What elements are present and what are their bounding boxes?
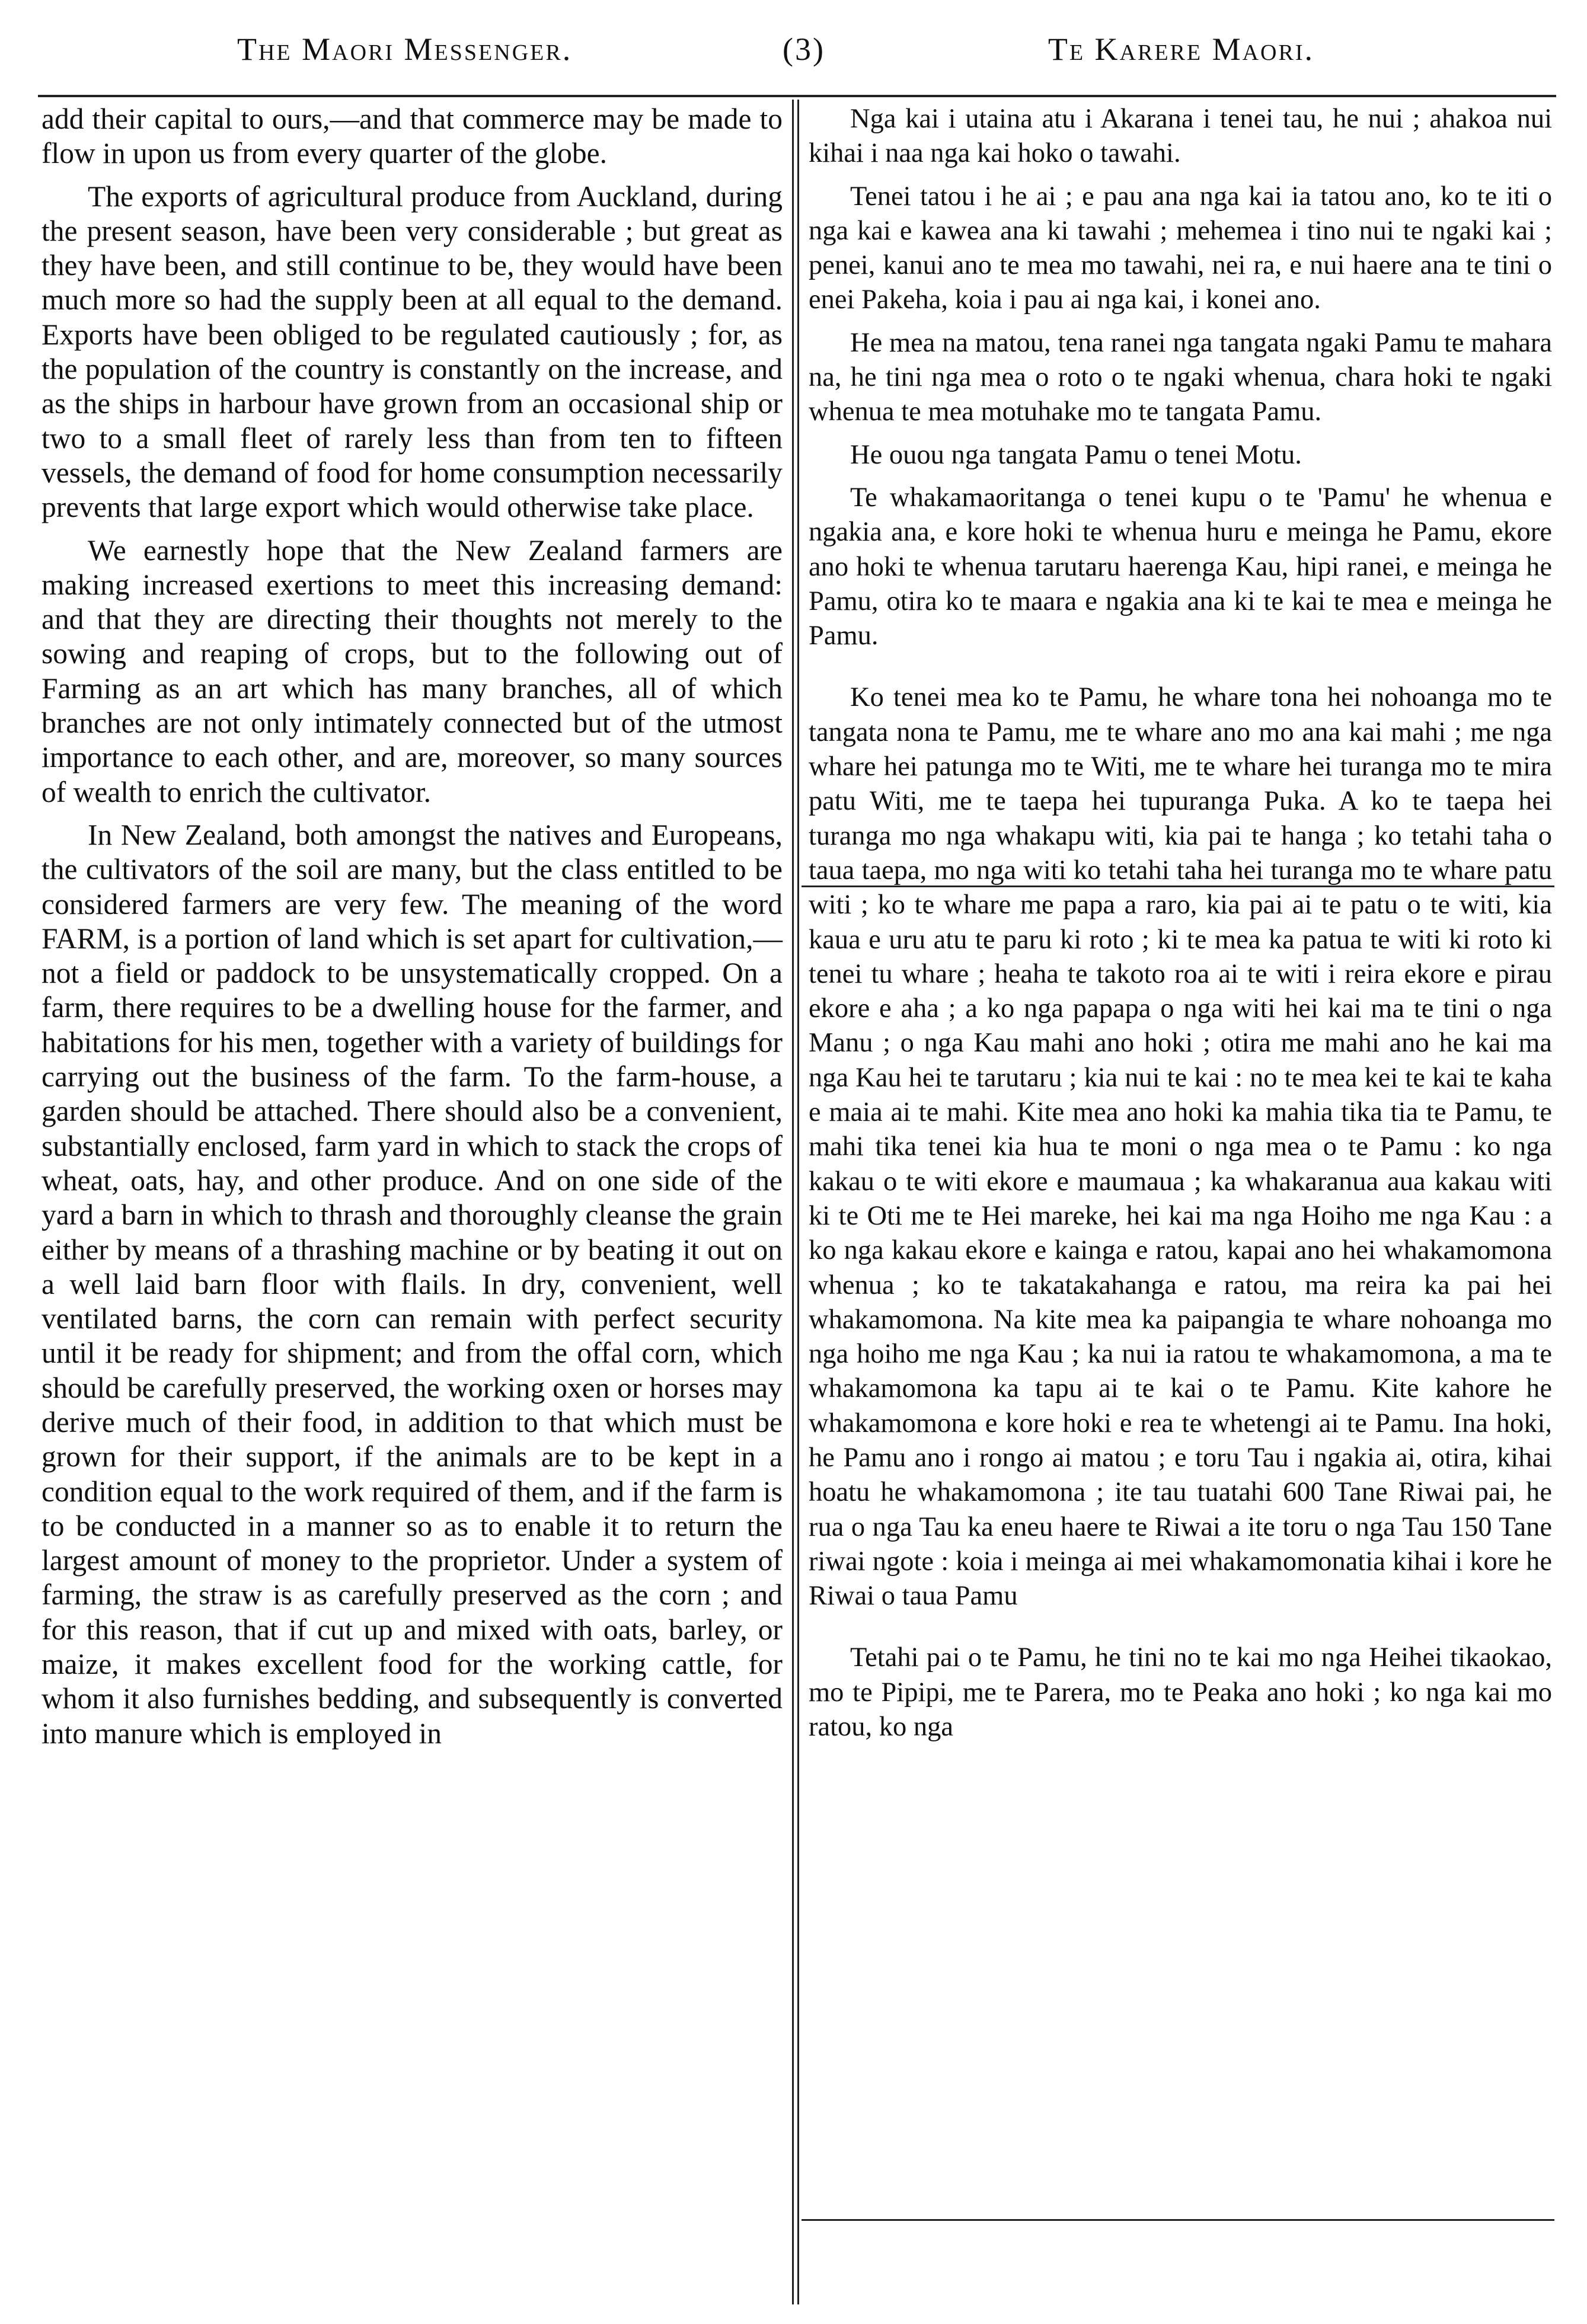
- maori-paragraph: Nga kai i utaina atu i Akarana i tenei tau, he nui ; ahakoa nui kihai i naa nga kai hoko o tawahi.: [809, 104, 1552, 169]
- section-divider-rule: [802, 2219, 1554, 2221]
- section-gap: [809, 1622, 1552, 1641]
- masthead: [41, 31, 1546, 81]
- section-gap: [809, 661, 1552, 680]
- english-paragraph: In New Zealand, both amongst the natives and Europeans, the cultivators of the soil are many, but the class entitled to be considered farmers are very few. The meaning of the word FARM, is a portion of land which is set apart for cultivation,—not a field or paddock to be unsystematically cropped. On a farm, there requires to be a dwelling house for the farmer, and habitations for his men, together with a variety of buildings for carrying out the business of the farm. To the farm-house, a garden should be attached. There should also be a convenient, substantially enclosed, farm yard in which to stack the crops of wheat, oats, hay, and other produce. And on one side of the yard a barn in which to thrash and thoroughly cleanse the grain either by means of a thrashing machine or by beating it out on a well laid barn floor with flails. In dry, convenient, well ventilated barns, the corn can remain with perfect security until it be ready for shipment; and from the offal corn, which should be carefully preserved, the working oxen or horses may derive much of their food, in addition to that which must be grown for their support, if the animals are to be kept in a condition equal to the work required of them, and if the farm is to be conducted in a manner so as to enable it to return the largest amount of money to the proprietor. Under a system of farming, the straw is as carefully preserved as the corn ; and for this reason, that if cut up and mixed with oats, barley, or maize, it makes excellent food for the working cattle, for whom it also furnishes bedding, and subsequently is converted into manure which is employed in: [41, 818, 783, 1750]
- english-column: [41, 102, 783, 1759]
- masthead-maori-title: Te Karere Maori.: [1048, 31, 1314, 67]
- masthead-english-title: The Maori Messenger.: [237, 31, 573, 67]
- english-paragraph: We earnestly hope that the New Zealand farmers are making increased exertions to meet this increasing demand: and that they are directing their thoughts not merely to the sowing and reaping of crops, but to the following out of Farming as an art which has many branches, all of which branches are not only intimately connected but of the utmost importance to each other, and are, moreover, so many sources of wealth to enrich the cultivator.: [41, 533, 783, 808]
- header-rule: [38, 95, 1556, 97]
- english-paragraph: add their capital to ours,—and that commerce may be made to flow in upon us from every quarter of the globe.: [41, 103, 783, 170]
- maori-column: [809, 102, 1552, 1753]
- maori-paragraph: Tenei tatou i he ai ; e pau ana nga kai ia tatou ano, ko te iti o nga kai e kawea ana ki tawahi ; mehemea i tino nui te ngaki kai ; penei, kanui ano te mea mo tawahi, nei ra, e nui haere ana te tini o enei Pakeha, koia i pau ai nga kai, i konei ano.: [809, 181, 1552, 315]
- maori-paragraph: Te whakamaoritanga o tenei kupu o te 'Pamu' he whenua e ngakia ana, e kore hoki te whenua huru e meinga he Pamu, ekore ano hoki te whenua tarutaru haerenga Kau, hipi ranei, e meinga he Pamu, otira ko te maara e ngakia ana ki te kai te mea e meinga he Pamu.: [809, 482, 1552, 651]
- column-divider: [792, 100, 799, 2304]
- maori-paragraph: Ko tenei mea ko te Pamu, he whare tona hei nohoanga mo te tangata nona te Pamu, me te whare ano mo ana kai mahi ; me nga whare hei patunga mo te Witi, me te whare hei turanga mo te mira patu Witi, me te taepa hei tupuranga Puka. A ko te taepa hei turanga mo nga whakapu witi, kia pai te hanga ; ko tetahi taha o taua taepa, mo nga witi ko tetahi taha hei turanga mo te whare patu witi ; ko te whare me papa a raro, kia pai ai te patu o te witi, kia kaua e uru atu te paru ki roto ; ki te mea ka patua te witi ki roto ki tenei tu whare ; heaha te takoto roa ai te witi i reira ekore e pirau ekore e aha ; a ko nga papapa o nga witi hei kai ma te tini o nga Manu ; o nga Kau mahi ano hoki ; otira me mahi ano he kai ma nga Kau hei te tarutaru ; kia nui te kai : no te mea kei te kai te kaha e maia ai te mahi. Kite mea ano hoki ka mahia tika tia te Pamu, te mahi tika tenei kia hua te moni o nga mea o te Pamu : ko nga kakau o te witi ekore e maumaua ; ka whakaranua aua kakau witi ki te Oti me te Hei mareke, hei kai ma nga Hoiho me nga Kau : a ko nga kakau ekore e kainga e ratou, kapai ano hei whakamomona whenua ; ko te takatakahanga e ratou, ma reira ka pai hei whakamomona. Na kite mea ka paipangia te whare nohoanga mo nga hoiho me nga Kau ; ka nui ia ratou te whakamomona, a ma te whakamomona ka tapu ai te kai o te Pamu. Kite kahore he whakamomona e kore hoki e rea te whetengi ai te Pamu. Ina hoki, he Pamu ano i rongo ai matou ; e toru Tau i ngakia ai, otira, kihai hoatu he whakamomona ; ite tau tuatahi 600 Tane Riwai pai, he rua o nga Tau ka eneu haere te Riwai a ite toru o nga Tau 150 Tane riwai ngote : koia i meinga ai mei whakamomonatia kihai i kore he Riwai o taua Pamu: [809, 682, 1552, 1612]
- english-paragraph: The exports of agricultural produce from Auckland, during the present season, have been very considerable ; but great as they have been, and still continue to be, they would have been much more so had the supply been at all equal to the demand. Exports have been obliged to be regulated cautiously ; for, as the population of the country is constantly on the increase, and as the ships in harbour have grown from an occasional ship or two to a small fleet of rarely less than from ten to fifteen vessels, the demand of food for home consumption necessarily prevents that large export which would otherwise take place.: [41, 180, 783, 524]
- maori-paragraph: Tetahi pai o te Pamu, he tini no te kai mo nga Heihei tikaokao, mo te Pipipi, me te Parera, mo te Peaka ano hoki ; ko nga kai mo ratou, ko nga: [809, 1642, 1552, 1743]
- page-number: (3): [783, 31, 825, 67]
- maori-paragraph: He mea na matou, tena ranei nga tangata ngaki Pamu te mahara na, he tini nga mea o roto o te ngaki whenua, chara hoki te ngaki whenua te mea motuhake mo te tangata Pamu.: [809, 327, 1552, 427]
- maori-paragraph: He ouou nga tangata Pamu o tenei Motu.: [850, 439, 1302, 470]
